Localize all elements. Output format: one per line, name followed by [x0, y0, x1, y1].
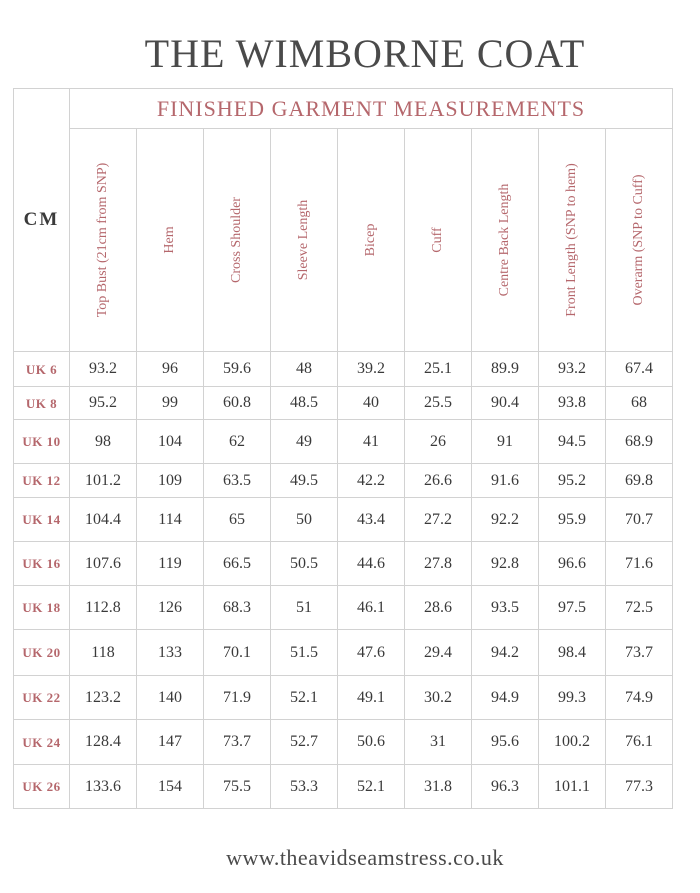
- measurement-cell: 133: [137, 630, 204, 676]
- table-row: [14, 498, 673, 542]
- column-header: [271, 129, 338, 352]
- table-row: [14, 630, 673, 676]
- measurement-cell: 99: [137, 387, 204, 420]
- measurement-cell: 140: [137, 676, 204, 720]
- measurement-cell: 62: [204, 420, 271, 464]
- measurement-cell: 40: [338, 387, 405, 420]
- column-header-label: Cross Shoulder: [229, 197, 244, 283]
- measurement-cell: 91.6: [472, 464, 539, 498]
- measurement-cell: 31: [405, 720, 472, 765]
- measurement-cell: 70.1: [204, 630, 271, 676]
- column-header-label: Bicep: [363, 223, 378, 257]
- measurement-cell: 48: [271, 352, 338, 387]
- measurement-cell: 97.5: [539, 586, 606, 630]
- measurement-cell: 118: [70, 630, 137, 676]
- measurement-cell: 154: [137, 765, 204, 809]
- measurement-cell: 42.2: [338, 464, 405, 498]
- measurement-cell: 93.2: [70, 352, 137, 387]
- measurement-cell: 29.4: [405, 630, 472, 676]
- measurement-cell: 47.6: [338, 630, 405, 676]
- measurement-cell: 43.4: [338, 498, 405, 542]
- measurement-cell: 95.2: [539, 464, 606, 498]
- column-header-label: Overarm (SNP to Cuff): [631, 174, 646, 306]
- measurement-cell: 49: [271, 420, 338, 464]
- measurement-cell: 123.2: [70, 676, 137, 720]
- measurement-cell: 109: [137, 464, 204, 498]
- measurement-cell: 73.7: [204, 720, 271, 765]
- measurement-cell: 93.5: [472, 586, 539, 630]
- measurement-cell: 51.5: [271, 630, 338, 676]
- measurement-cell: 96: [137, 352, 204, 387]
- size-label: UK 16: [14, 542, 70, 586]
- measurement-cell: 49.5: [271, 464, 338, 498]
- unit-label: CM: [14, 89, 70, 352]
- header-row-subtitle: [14, 89, 673, 129]
- measurement-cell: 68: [606, 387, 673, 420]
- size-label: UK 12: [14, 464, 70, 498]
- table-row: [14, 676, 673, 720]
- measurement-cell: 25.5: [405, 387, 472, 420]
- measurement-cell: 92.2: [472, 498, 539, 542]
- size-label: UK 8: [14, 387, 70, 420]
- measurement-cell: 31.8: [405, 765, 472, 809]
- measurement-cell: 44.6: [338, 542, 405, 586]
- column-header: [137, 129, 204, 352]
- header-row-columns: [14, 129, 673, 352]
- measurement-cell: 95.6: [472, 720, 539, 765]
- measurement-cell: 60.8: [204, 387, 271, 420]
- measurement-cell: 66.5: [204, 542, 271, 586]
- column-header-label: Centre Back Length: [497, 183, 512, 297]
- measurement-cell: 112.8: [70, 586, 137, 630]
- measurement-cell: 26.6: [405, 464, 472, 498]
- measurement-cell: 128.4: [70, 720, 137, 765]
- column-header: [539, 129, 606, 352]
- column-header: [405, 129, 472, 352]
- measurement-cell: 93.2: [539, 352, 606, 387]
- measurement-cell: 50.5: [271, 542, 338, 586]
- measurement-cell: 91: [472, 420, 539, 464]
- measurement-cell: 63.5: [204, 464, 271, 498]
- measurement-cell: 30.2: [405, 676, 472, 720]
- table-row: [14, 387, 673, 420]
- size-label: UK 24: [14, 720, 70, 765]
- column-header-label: Sleeve Length: [296, 199, 311, 281]
- measurement-cell: 46.1: [338, 586, 405, 630]
- measurement-cell: 107.6: [70, 542, 137, 586]
- column-header-label: Top Bust (21cm from SNP): [95, 162, 110, 318]
- measurement-cell: 95.2: [70, 387, 137, 420]
- page-title: THE WIMBORNE COAT: [144, 31, 586, 76]
- measurement-cell: 50: [271, 498, 338, 542]
- measurement-cell: 59.6: [204, 352, 271, 387]
- column-header-label: Front Length (SNP to hem): [564, 163, 579, 317]
- measurement-cell: 27.2: [405, 498, 472, 542]
- measurement-cell: 25.1: [405, 352, 472, 387]
- measurement-cell: 94.9: [472, 676, 539, 720]
- table-row: [14, 542, 673, 586]
- measurement-cell: 126: [137, 586, 204, 630]
- measurement-cell: 52.1: [271, 676, 338, 720]
- measurement-cell: 92.8: [472, 542, 539, 586]
- table-row: [14, 586, 673, 630]
- size-label: UK 10: [14, 420, 70, 464]
- measurement-cell: 94.5: [539, 420, 606, 464]
- column-header-label: Cuff: [430, 227, 445, 253]
- measurement-cell: 67.4: [606, 352, 673, 387]
- website-url: www.theavidseamstress.co.uk: [226, 845, 504, 870]
- measurement-cell: 28.6: [405, 586, 472, 630]
- measurement-cell: 68.9: [606, 420, 673, 464]
- measurement-cell: 53.3: [271, 765, 338, 809]
- measurement-cell: 68.3: [204, 586, 271, 630]
- measurement-cell: 73.7: [606, 630, 673, 676]
- measurement-cell: 77.3: [606, 765, 673, 809]
- measurement-cell: 104: [137, 420, 204, 464]
- measurement-cell: 51: [271, 586, 338, 630]
- measurements-table: [13, 88, 673, 809]
- size-label: UK 20: [14, 630, 70, 676]
- measurement-cell: 90.4: [472, 387, 539, 420]
- size-label: UK 18: [14, 586, 70, 630]
- measurement-cell: 27.8: [405, 542, 472, 586]
- measurement-cell: 52.7: [271, 720, 338, 765]
- measurement-cell: 49.1: [338, 676, 405, 720]
- measurement-cell: 70.7: [606, 498, 673, 542]
- measurement-cell: 119: [137, 542, 204, 586]
- measurement-cell: 99.3: [539, 676, 606, 720]
- measurement-cell: 101.2: [70, 464, 137, 498]
- measurement-cell: 93.8: [539, 387, 606, 420]
- measurement-cell: 76.1: [606, 720, 673, 765]
- measurement-cell: 104.4: [70, 498, 137, 542]
- column-header: [606, 129, 673, 352]
- table-row: [14, 765, 673, 809]
- column-header: [338, 129, 405, 352]
- measurement-cell: 71.6: [606, 542, 673, 586]
- measurement-cell: 147: [137, 720, 204, 765]
- measurement-cell: 94.2: [472, 630, 539, 676]
- table-row: [14, 420, 673, 464]
- measurement-cell: 72.5: [606, 586, 673, 630]
- size-label: UK 26: [14, 765, 70, 809]
- measurement-cell: 41: [338, 420, 405, 464]
- measurement-cell: 101.1: [539, 765, 606, 809]
- measurement-cell: 95.9: [539, 498, 606, 542]
- measurement-cell: 96.3: [472, 765, 539, 809]
- measurement-cell: 100.2: [539, 720, 606, 765]
- measurement-cell: 114: [137, 498, 204, 542]
- measurement-cell: 74.9: [606, 676, 673, 720]
- measurement-cell: 71.9: [204, 676, 271, 720]
- measurement-cell: 48.5: [271, 387, 338, 420]
- measurement-cell: 26: [405, 420, 472, 464]
- measurement-cell: 75.5: [204, 765, 271, 809]
- table-subtitle: FINISHED GARMENT MEASUREMENTS: [70, 89, 673, 129]
- measurement-cell: 89.9: [472, 352, 539, 387]
- measurement-cell: 98.4: [539, 630, 606, 676]
- measurement-cell: 65: [204, 498, 271, 542]
- table-row: [14, 352, 673, 387]
- size-label: UK 22: [14, 676, 70, 720]
- column-header: [472, 129, 539, 352]
- measurement-cell: 98: [70, 420, 137, 464]
- measurement-cell: 50.6: [338, 720, 405, 765]
- measurement-cell: 52.1: [338, 765, 405, 809]
- column-header: [70, 129, 137, 352]
- column-header-label: Hem: [162, 226, 177, 254]
- measurement-cell: 133.6: [70, 765, 137, 809]
- measurement-cell: 39.2: [338, 352, 405, 387]
- table-row: [14, 720, 673, 765]
- size-label: UK 14: [14, 498, 70, 542]
- table-row: [14, 464, 673, 498]
- size-label: UK 6: [14, 352, 70, 387]
- measurement-cell: 69.8: [606, 464, 673, 498]
- column-header: [204, 129, 271, 352]
- measurement-cell: 96.6: [539, 542, 606, 586]
